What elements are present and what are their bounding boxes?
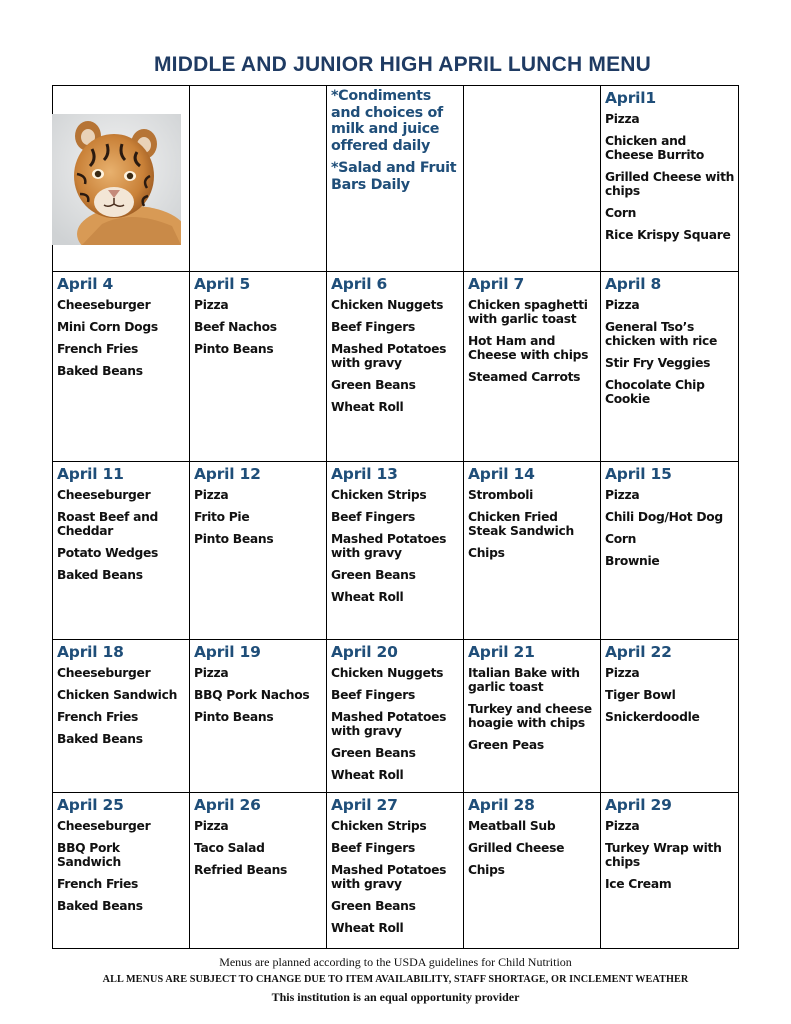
day-cell [601,793,739,949]
menu-item: Stir Fry Veggies [605,356,711,370]
day-cell [601,462,739,640]
menu-item: Chicken Nuggets [331,298,444,312]
menu-item: Pinto Beans [194,710,274,724]
menu-item: Baked Beans [57,732,143,746]
menu-item: Pizza [605,819,640,833]
day-cell [190,272,327,462]
menu-item: Turkey Wrap with chips [605,841,722,869]
menu-item: Cheeseburger [57,298,151,312]
menu-item: Snickerdoodle [605,710,700,724]
menu-item: Chicken Nuggets [331,666,444,680]
menu-item: Chicken spaghetti with garlic toast [468,298,588,326]
menu-item: Baked Beans [57,364,143,378]
day-cell [53,462,190,640]
menu-item: Pizza [194,488,229,502]
page-title: MIDDLE AND JUNIOR HIGH APRIL LUNCH MENU [153,53,652,76]
menu-item: Green Peas [468,738,544,752]
menu-item: Brownie [605,554,660,568]
menu-note: *Condiments and choices of milk and juice offered daily [331,88,443,154]
menu-item: Pizza [194,666,229,680]
day-date: April 18 [57,643,124,661]
menu-item: Chicken Strips [331,819,427,833]
day-cell [53,640,190,793]
day-date: April 26 [194,796,261,814]
menu-item: Cheeseburger [57,666,151,680]
day-date: April 12 [194,465,261,483]
day-date: April 21 [468,643,535,661]
menu-item: Beef Fingers [331,841,415,855]
menu-item: Pizza [605,112,640,126]
menu-item: Baked Beans [57,568,143,582]
menu-item: Mashed Potatoes with gravy [331,863,447,891]
menu-item: Taco Salad [194,841,265,855]
day-cell [464,793,601,949]
day-date: April 29 [605,796,672,814]
menu-item: Baked Beans [57,899,143,913]
menu-item: Wheat Roll [331,768,404,782]
menu-item: Beef Fingers [331,320,415,334]
day-cell [327,86,464,272]
menu-item: French Fries [57,877,139,891]
menu-item: Corn [605,532,637,546]
day-cell [190,793,327,949]
menu-item: Steamed Carrots [468,370,581,384]
menu-item: Ice Cream [605,877,672,891]
menu-item: Rice Krispy Square [605,228,731,242]
day-cell [601,640,739,793]
menu-item: Chocolate Chip Cookie [605,378,705,406]
menu-note: *Salad and Fruit Bars Daily [331,160,457,193]
menu-item: Italian Bake with garlic toast [468,666,580,694]
footer-equal-opportunity: This institution is an equal opportunity provider [271,990,520,1004]
menu-item: Beef Fingers [331,688,415,702]
day-date: April 28 [468,796,535,814]
day-cell [464,462,601,640]
week-row [53,793,739,949]
menu-item: Cheeseburger [57,819,151,833]
menu-item: Beef Fingers [331,510,415,524]
menu-item: Hot Ham and Cheese with chips [468,334,589,362]
menu-item: Pizza [605,488,640,502]
menu-item: Wheat Roll [331,590,404,604]
day-cell [464,640,601,793]
menu-item: Pizza [605,666,640,680]
footer-usda-note: Menus are planned according to the USDA guidelines for Child Nutrition [219,955,572,969]
day-cell [190,640,327,793]
menu-item: General Tso’s chicken with rice [605,320,718,348]
week-row [53,462,739,640]
day-date: April 15 [605,465,672,483]
menu-item: Pizza [194,298,229,312]
menu-item: Frito Pie [194,510,250,524]
menu-item: Green Beans [331,378,416,392]
menu-item: Green Beans [331,899,416,913]
menu-item: Pinto Beans [194,532,274,546]
day-cell [464,272,601,462]
day-date: April 7 [468,275,525,293]
menu-item: Chips [468,863,505,877]
menu-item: Wheat Roll [331,921,404,935]
menu-item: Mashed Potatoes with gravy [331,532,447,560]
menu-item: Potato Wedges [57,546,159,560]
menu-item: Mini Corn Dogs [57,320,158,334]
menu-item: Chips [468,546,505,560]
day-cell [327,272,464,462]
menu-item: Chicken Sandwich [57,688,178,702]
menu-item: Beef Nachos [194,320,277,334]
day-cell [601,272,739,462]
day-date: April 4 [57,275,114,293]
menu-item: Chili Dog/Hot Dog [605,510,723,524]
menu-item: Meatball Sub [468,819,556,833]
week-row [53,640,739,793]
day-date: April 14 [468,465,535,483]
day-cell [601,86,739,272]
day-date: April 13 [331,465,398,483]
day-date: April 20 [331,643,398,661]
menu-item: Grilled Cheese with chips [605,170,735,198]
day-date: April 8 [605,275,662,293]
menu-item: Grilled Cheese [468,841,565,855]
menu-item: Tiger Bowl [605,688,676,702]
menu-item: French Fries [57,710,139,724]
day-date: April 22 [605,643,672,661]
menu-item: Refried Beans [194,863,288,877]
day-date: April 27 [331,796,398,814]
day-date: April 11 [57,465,124,483]
menu-item: Turkey and cheese hoagie with chips [468,702,592,730]
menu-item: Chicken Strips [331,488,427,502]
tiger-cub-photo [52,114,181,245]
menu-item: Roast Beef and Cheddar [57,510,159,538]
day-date: April1 [605,89,656,107]
day-cell [190,86,327,272]
day-date: April 5 [194,275,251,293]
menu-item: French Fries [57,342,139,356]
menu-item: Corn [605,206,637,220]
menu-item: Wheat Roll [331,400,404,414]
menu-item: Pizza [194,819,229,833]
menu-item: Cheeseburger [57,488,151,502]
day-cell [53,272,190,462]
day-date: April 6 [331,275,388,293]
menu-item: BBQ Pork Sandwich [57,841,121,869]
week-row [53,272,739,462]
day-date: April 19 [194,643,261,661]
menu-item: Mashed Potatoes with gravy [331,710,447,738]
menu-item: Pinto Beans [194,342,274,356]
menu-item: Mashed Potatoes with gravy [331,342,447,370]
menu-item: Chicken and Cheese Burrito [605,134,704,162]
day-cell [327,462,464,640]
menu-item: Stromboli [468,488,534,502]
day-cell [327,640,464,793]
day-cell [464,86,601,272]
day-cell [327,793,464,949]
menu-item: Chicken Fried Steak Sandwich [468,510,574,538]
day-cell [53,793,190,949]
day-cell [190,462,327,640]
menu-item: Green Beans [331,746,416,760]
menu-item: Green Beans [331,568,416,582]
day-date: April 25 [57,796,124,814]
menu-item: BBQ Pork Nachos [194,688,310,702]
footer-change-notice: ALL MENUS ARE SUBJECT TO CHANGE DUE TO ITEM AVAILABILITY, STAFF SHORTAGE, OR INCLEMENT WEATHER [102,974,689,985]
menu-item: Pizza [605,298,640,312]
